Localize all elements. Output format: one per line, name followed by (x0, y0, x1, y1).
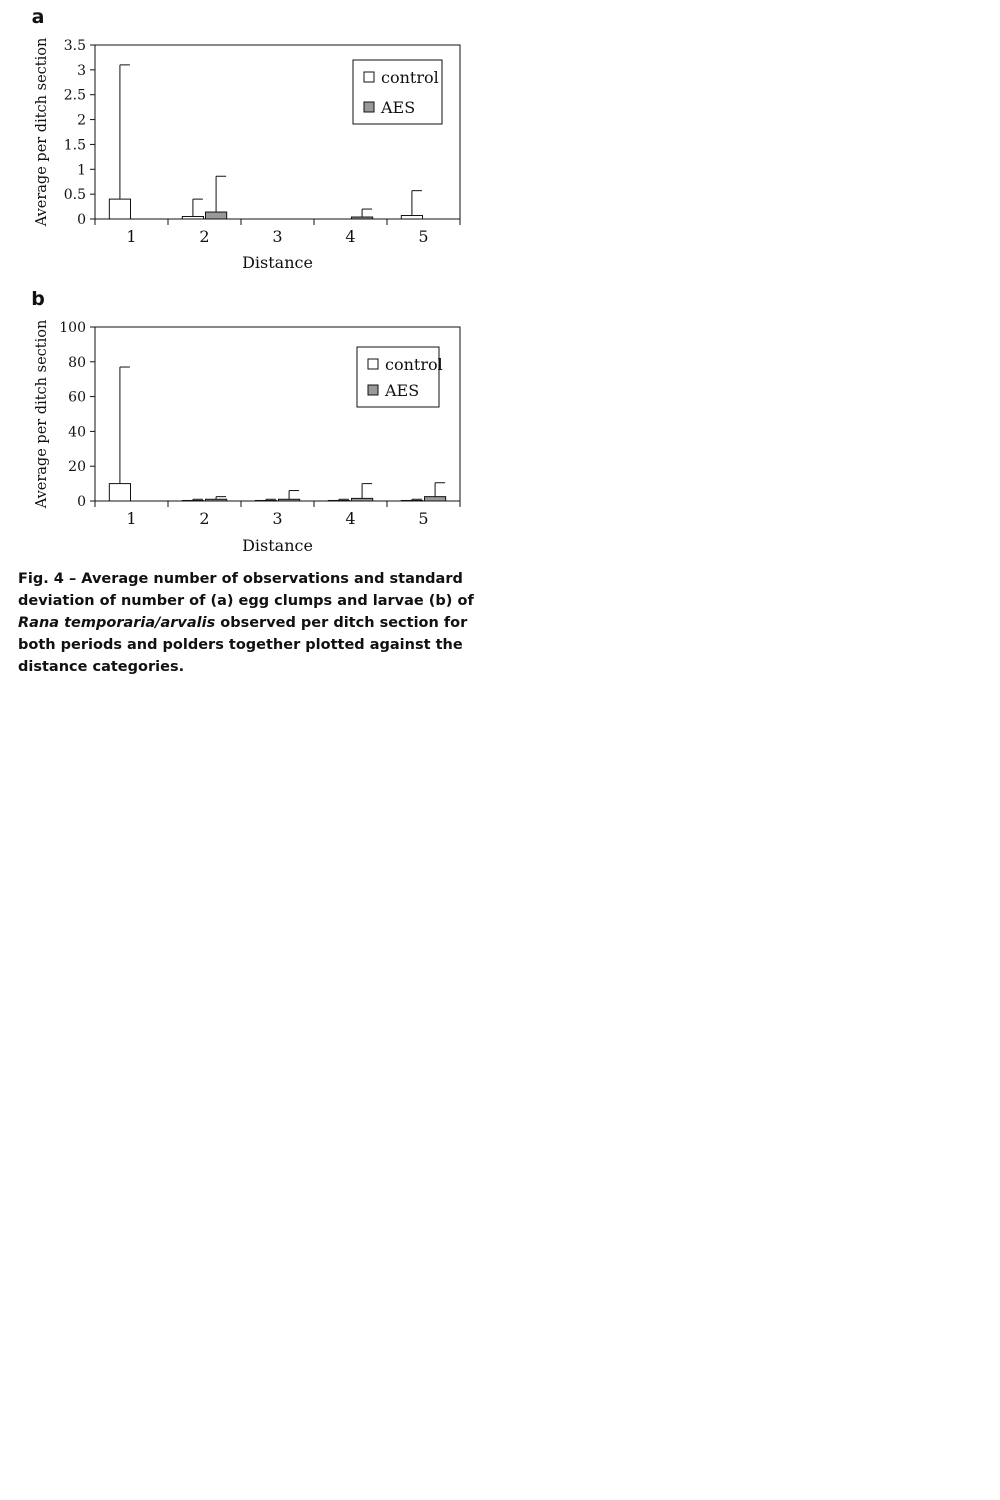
caption-text-2: observed per ditch section for both periods and polders together plotted against the distance categories. (18, 615, 468, 675)
x-tick-label: 2 (199, 227, 210, 246)
x-tick-label: 3 (272, 509, 283, 528)
x-axis-label: Distance (242, 536, 313, 555)
bar-aes-4 (352, 217, 373, 219)
x-tick-label: 4 (345, 509, 356, 528)
y-tick-label: 2.5 (63, 87, 86, 104)
x-tick-label: 1 (126, 227, 137, 246)
x-tick-label: 4 (345, 227, 356, 246)
y-tick-label: 80 (68, 354, 86, 371)
x-tick-label: 5 (418, 227, 429, 246)
legend-swatch-control (364, 72, 374, 82)
caption-species: Rana temporaria/arvalis (18, 615, 216, 631)
panel-label: b (31, 288, 45, 310)
legend-label-control: control (385, 355, 443, 374)
x-tick-label: 1 (126, 509, 137, 528)
bar-aes-2 (206, 212, 227, 219)
legend-label-aes: AES (381, 98, 416, 117)
bar-control-5 (401, 500, 422, 501)
legend-label-control: control (381, 68, 439, 87)
chart-panel-b (31, 288, 460, 555)
bar-aes-4 (352, 498, 373, 501)
y-axis-label: Average per ditch section (34, 37, 50, 227)
y-tick-label: 2 (77, 112, 86, 129)
bar-aes-5 (425, 497, 446, 501)
bar-aes-3 (279, 499, 300, 501)
bar-control-2 (182, 217, 203, 219)
caption-text-1: Fig. 4 – Average number of observations and standard deviation of number of (a) egg clumps and larvae (b) of (18, 571, 474, 609)
y-tick-label: 1.5 (63, 137, 86, 154)
legend-swatch-aes (368, 385, 378, 395)
y-tick-label: 20 (68, 459, 86, 476)
y-tick-label: 60 (68, 389, 86, 406)
y-tick-label: 0.5 (63, 187, 86, 204)
bar-control-4 (328, 500, 349, 501)
y-tick-label: 40 (68, 424, 86, 441)
chart-panel-a (32, 6, 460, 272)
y-tick-label: 0 (77, 494, 86, 510)
x-tick-label: 2 (199, 509, 210, 528)
y-tick-label: 100 (59, 320, 86, 336)
y-tick-label: 3.5 (63, 38, 86, 54)
panel-label: a (31, 6, 45, 28)
y-axis-label: Average per ditch section (34, 319, 50, 509)
x-tick-label: 3 (272, 227, 283, 246)
y-tick-label: 0 (77, 212, 86, 228)
x-tick-label: 5 (418, 509, 429, 528)
y-tick-label: 1 (77, 162, 86, 179)
y-tick-label: 3 (77, 62, 86, 79)
bar-control-2 (182, 500, 203, 501)
bar-control-3 (255, 500, 276, 501)
legend-label-aes: AES (385, 381, 420, 400)
legend-swatch-aes (364, 102, 374, 112)
bar-aes-2 (206, 499, 227, 501)
bar-control-1 (109, 484, 130, 501)
legend-swatch-control (368, 359, 378, 369)
x-axis-label: Distance (242, 253, 313, 272)
figure-caption (18, 568, 488, 678)
bar-control-5 (401, 216, 422, 219)
bar-control-1 (109, 199, 130, 219)
